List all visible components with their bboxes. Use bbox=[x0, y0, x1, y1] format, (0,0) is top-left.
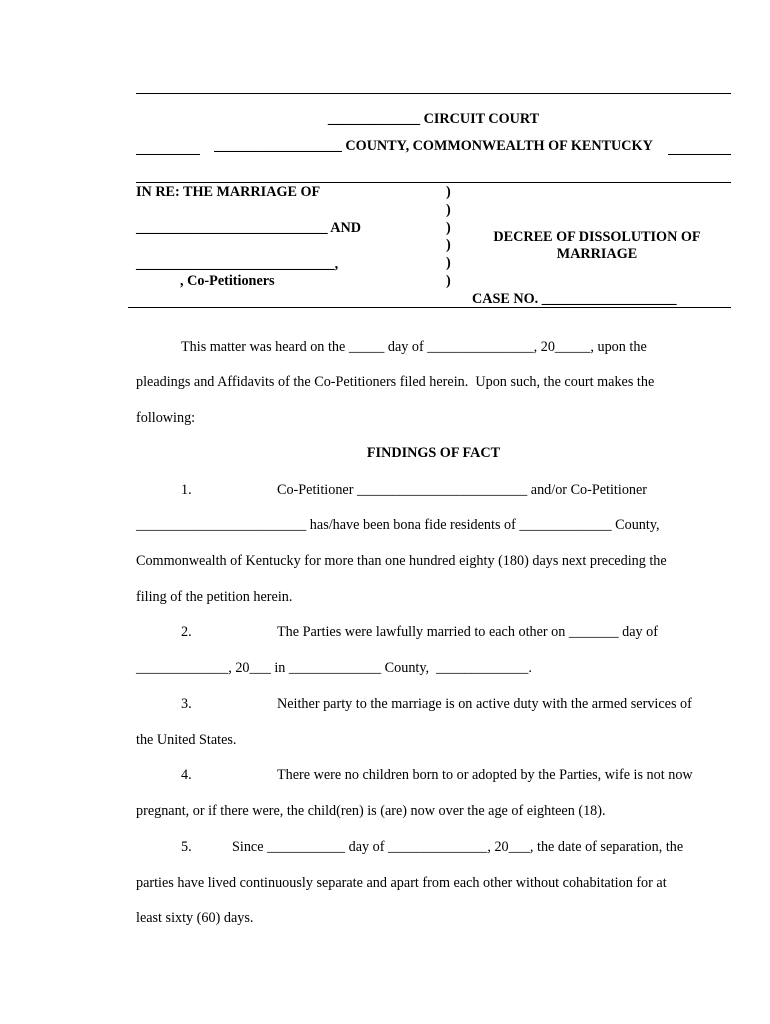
finding-4-line-2: pregnant, or if there were, the child(ren) is (are) now over the age of eighteen (18). bbox=[136, 803, 606, 819]
party1-line: ___________________________ AND bbox=[136, 220, 362, 236]
finding-1-line-2: ________________________ has/have been bona fide residents of _____________ County, bbox=[136, 517, 660, 533]
paren-5: ) bbox=[446, 255, 451, 271]
county-underline-right bbox=[668, 154, 731, 155]
finding-2-line-1: The Parties were lawfully married to each other on _______ day of bbox=[277, 624, 658, 640]
intro-line-2: pleadings and Affidavits of the Co-Petitioners filed herein. Upon such, the court makes the bbox=[136, 374, 655, 390]
finding-1-number: 1. bbox=[181, 482, 192, 498]
finding-3-number: 3. bbox=[181, 696, 192, 712]
county-underline-left bbox=[136, 154, 200, 155]
finding-5-line-2: parties have lived continuously separate and apart from each other without cohabitation for at bbox=[136, 875, 667, 891]
in-re-line: IN RE: THE MARRIAGE OF bbox=[136, 184, 321, 200]
party2-line: ____________________________, bbox=[136, 256, 339, 272]
finding-5-number: 5. bbox=[181, 839, 192, 855]
decree-title-line2: MARRIAGE bbox=[556, 246, 638, 262]
county-line: __________________ COUNTY, COMMONWEALTH OF KENTUCKY bbox=[214, 138, 653, 154]
finding-2-number: 2. bbox=[181, 624, 192, 640]
finding-2-line-2: _____________, 20___ in _____________ County, _____________. bbox=[136, 660, 532, 676]
caption-bottom-rule bbox=[128, 307, 731, 308]
decree-title-line1: DECREE OF DISSOLUTION OF bbox=[493, 229, 701, 245]
circuit-court-line: _____________ CIRCUIT COURT bbox=[327, 111, 540, 127]
intro-line-3: following: bbox=[136, 410, 196, 426]
case-number: CASE NO. ___________________ bbox=[472, 291, 677, 307]
finding-5-line-3: least sixty (60) days. bbox=[136, 910, 254, 926]
caption-top-rule bbox=[136, 182, 731, 183]
paren-6: ) bbox=[446, 273, 451, 289]
paren-4: ) bbox=[446, 237, 451, 253]
paren-2: ) bbox=[446, 202, 451, 218]
paren-3: ) bbox=[446, 220, 451, 236]
copetitioners-label: , Co-Petitioners bbox=[180, 273, 275, 289]
finding-1-line-1: Co-Petitioner ________________________ and/or Co-Petitioner bbox=[277, 482, 648, 498]
finding-5-line-1: Since ___________ day of ______________, 20___, the date of separation, the bbox=[232, 839, 684, 855]
finding-4-number: 4. bbox=[181, 767, 192, 783]
finding-3-line-1: Neither party to the marriage is on active duty with the armed services of bbox=[277, 696, 692, 712]
findings-heading: FINDINGS OF FACT bbox=[366, 445, 501, 461]
top-rule bbox=[136, 93, 731, 94]
paren-1: ) bbox=[446, 184, 451, 200]
finding-1-line-3: Commonwealth of Kentucky for more than one hundred eighty (180) days next preceding the bbox=[136, 553, 667, 569]
finding-4-line-1: There were no children born to or adopted by the Parties, wife is not now bbox=[277, 767, 693, 783]
finding-1-line-4: filing of the petition herein. bbox=[136, 589, 293, 605]
intro-line-1: This matter was heard on the _____ day of _______________, 20_____, upon the bbox=[181, 339, 647, 355]
finding-3-line-2: the United States. bbox=[136, 732, 237, 748]
